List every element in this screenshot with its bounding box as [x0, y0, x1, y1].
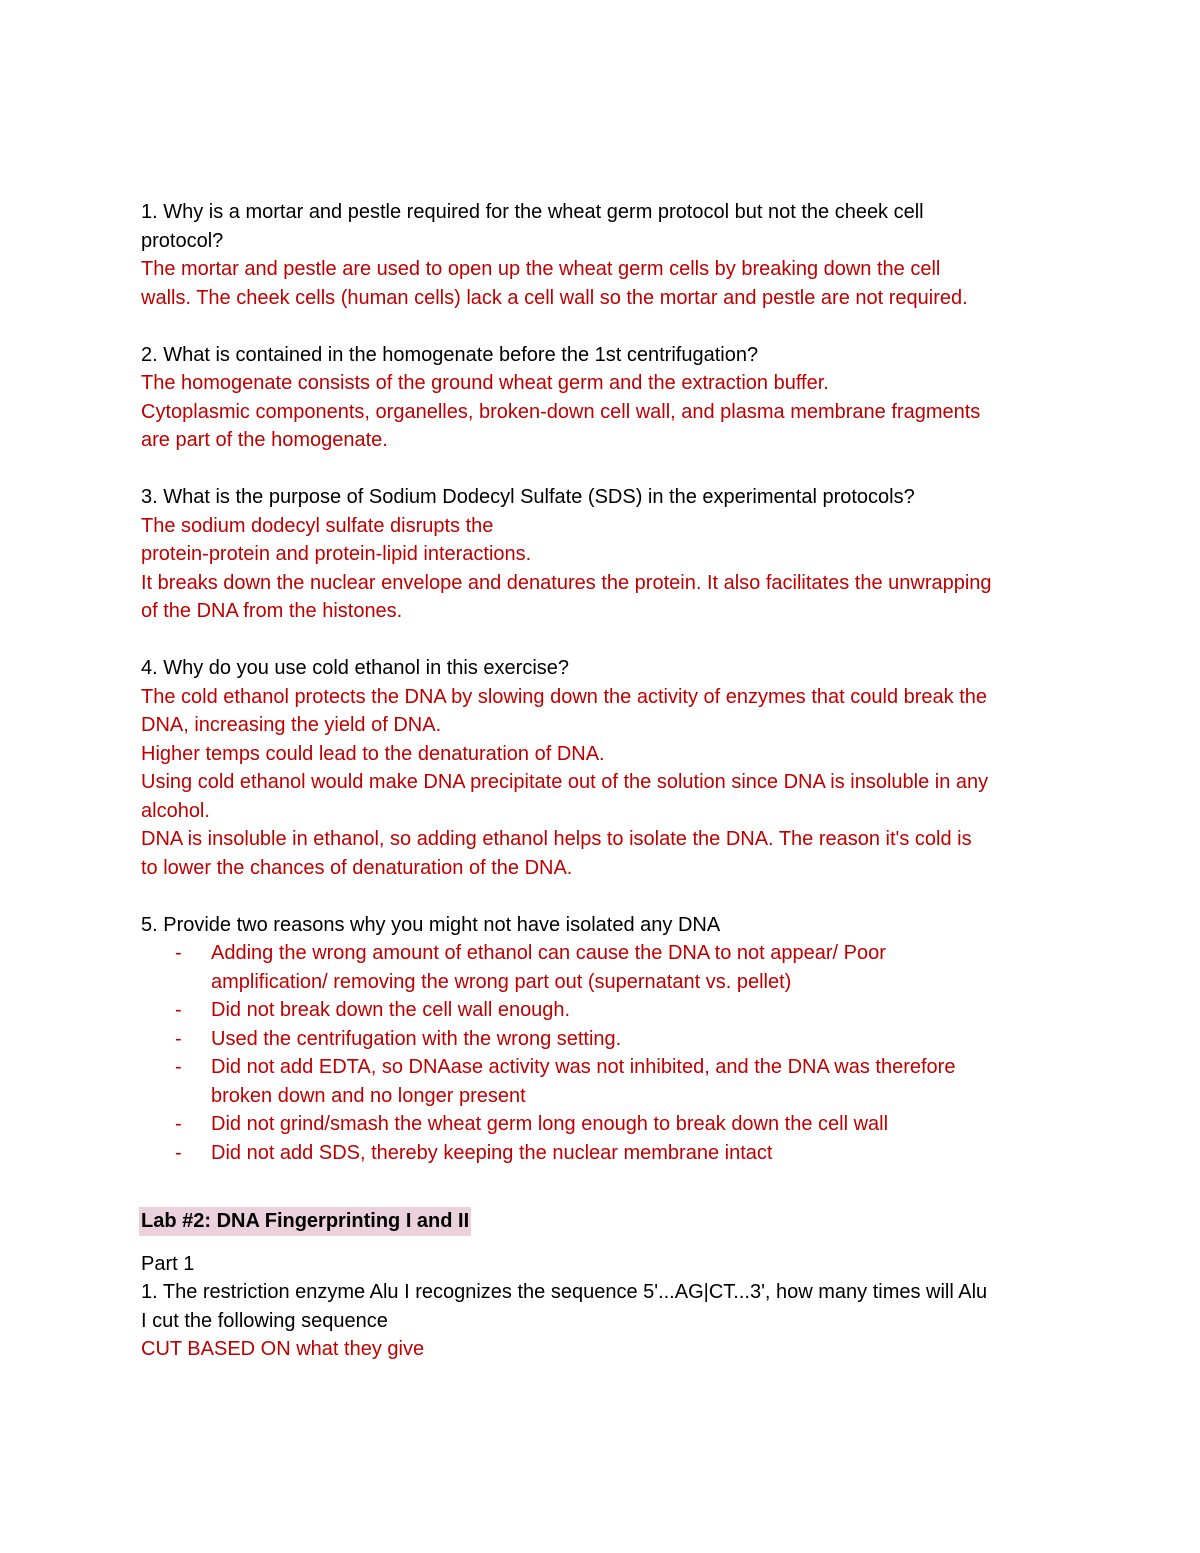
answer-text: CUT BASED ON what they give — [141, 1338, 425, 1360]
document-content — [141, 198, 1081, 1364]
reason-text: amplification/ removing the wrong part out (supernatant vs. pellet) — [211, 970, 792, 993]
question-text: 3. What is the purpose of Sodium Dodecyl Sulfate (SDS) in the experimental protocols? — [141, 486, 915, 508]
list-item — [141, 996, 1081, 1025]
answer-text: The mortar and pestle are used to open up the wheat germ cells by breaking down the cell — [141, 258, 941, 280]
answer-text: to lower the chances of denaturation of the DNA. — [141, 856, 573, 879]
reason-text: Did not grind/smash the wheat germ long enough to break down the cell wall — [211, 1113, 889, 1135]
spacer — [141, 626, 1081, 655]
answer-text: It breaks down the nuclear envelope and denatures the protein. It also facilitates the unwrapping — [141, 571, 992, 594]
bullet-dash: - — [175, 1056, 182, 1078]
bullet-dash: - — [175, 999, 182, 1021]
answer-text: of the DNA from the histones. — [141, 600, 403, 622]
answer-text: are part of the homogenate. — [141, 429, 388, 451]
question-block — [141, 654, 1081, 882]
answer-text: The sodium dodecyl sulfate disrupts the — [141, 514, 494, 537]
spacer — [141, 455, 1081, 484]
list-item — [141, 1025, 1081, 1054]
list-item — [141, 1053, 1081, 1110]
answer-text: Higher temps could lead to the denaturation of DNA. — [141, 742, 605, 765]
section-heading: Lab #2: DNA Fingerprinting I and II — [139, 1207, 471, 1236]
answer-text: alcohol. — [141, 799, 210, 822]
bullet-dash: - — [175, 942, 182, 964]
reason-text: Did not add EDTA, so DNAase activity was not inhibited, and the DNA was therefore — [211, 1056, 956, 1078]
answer-text: The cold ethanol protects the DNA by slowing down the activity of enzymes that could break the — [141, 685, 988, 708]
question-text: 5. Provide two reasons why you might not have isolated any DNA — [141, 913, 721, 936]
bullet-dash: - — [175, 1113, 182, 1135]
answer-text: The homogenate consists of the ground wheat germ and the extraction buffer. — [141, 372, 829, 394]
reason-text: Used the centrifugation with the wrong setting. — [211, 1027, 622, 1050]
reason-text: broken down and no longer present — [211, 1084, 526, 1107]
spacer — [141, 312, 1081, 341]
part-label: Part 1 — [141, 1252, 195, 1275]
section-heading-wrap — [141, 1207, 1081, 1236]
question-block — [141, 483, 1081, 626]
reason-text: Adding the wrong amount of ethanol can cause the DNA to not appear/ Poor — [211, 942, 886, 964]
answer-text: DNA, increasing the yield of DNA. — [141, 714, 442, 736]
spacer — [141, 882, 1081, 911]
question-text: 2. What is contained in the homogenate before the 1st centrifugation? — [141, 343, 759, 366]
bullet-dash: - — [175, 1027, 182, 1050]
answer-text: walls. The cheek cells (human cells) lack a cell wall so the mortar and pestle are not required. — [141, 286, 968, 309]
answer-text: Using cold ethanol would make DNA precipitate out of the solution since DNA is insoluble in any — [141, 771, 989, 793]
list-item — [141, 1139, 1081, 1168]
question-text: protocol? — [141, 229, 224, 252]
question-block — [141, 911, 1081, 1168]
reason-text: Did not break down the cell wall enough. — [211, 999, 571, 1021]
question-text: 1. The restriction enzyme Alu I recognizes the sequence 5'...AG|CT...3', how many times will Alu — [141, 1281, 988, 1303]
question-block — [141, 341, 1081, 455]
question-block — [141, 198, 1081, 312]
answer-text: protein-protein and protein-lipid interactions. — [141, 543, 532, 565]
answer-text: DNA is insoluble in ethanol, so adding ethanol helps to isolate the DNA. The reason it's cold is — [141, 828, 972, 850]
list-item — [141, 1110, 1081, 1139]
reason-text: Did not add SDS, thereby keeping the nuclear membrane intact — [211, 1141, 773, 1164]
question-text: I cut the following sequence — [141, 1309, 388, 1332]
answer-text: Cytoplasmic components, organelles, broken-down cell wall, and plasma membrane fragments — [141, 400, 981, 423]
question-text: 4. Why do you use cold ethanol in this exercise? — [141, 657, 570, 679]
bullet-dash: - — [175, 1141, 182, 1164]
list-item — [141, 939, 1081, 996]
reasons-list — [141, 939, 1081, 1167]
question-text: 1. Why is a mortar and pestle required for the wheat germ protocol but not the cheek cell — [141, 201, 924, 223]
